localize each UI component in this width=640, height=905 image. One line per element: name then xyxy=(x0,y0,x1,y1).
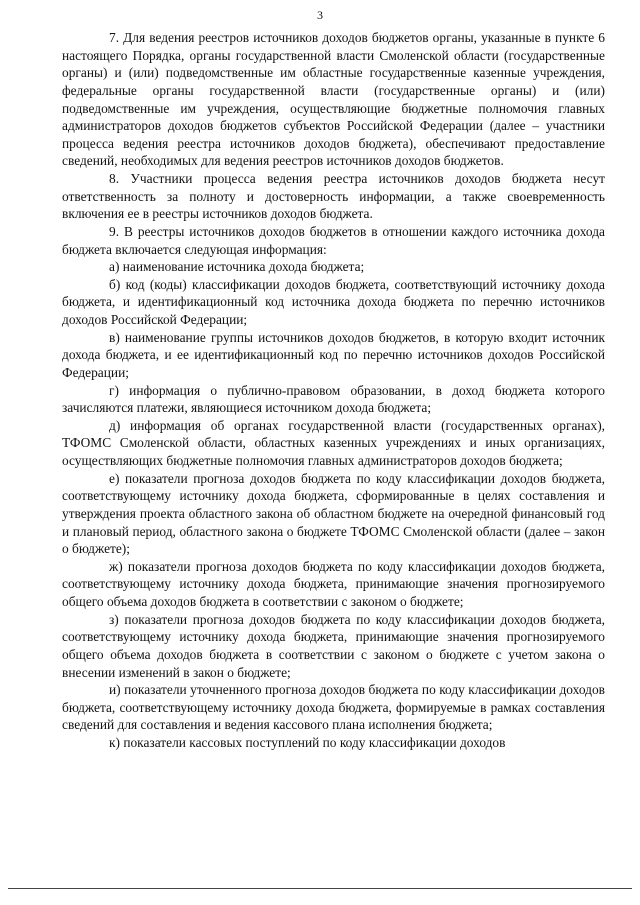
bottom-divider xyxy=(8,888,632,889)
document-body xyxy=(62,29,605,752)
item-b: б) код (коды) классификации доходов бюджета, соответствующий источнику дохода бюджета, и идентификационный код источника дохода бюджета по перечню источников доходов Российской Федерации; xyxy=(62,276,605,327)
page-number: 3 xyxy=(317,8,323,22)
item-d: д) информация об органах государственной власти (государственных органах), ТФОМС Смоленской области, областных казенных учреждениях и иных организациях, осуществляющих бюджетные полномочия главных администраторов доходов бюджета; xyxy=(62,417,605,468)
item-e: е) показатели прогноза доходов бюджета по коду классификации доходов бюджета, соответствующему источнику дохода бюджета, сформированные в целях составления и утверждения проекта областного закона об областном бюджете на очередной финансовый год и плановый период, областного закона о бюджете ТФОМС Смоленской области (далее – закон о бюджете); xyxy=(62,470,605,557)
paragraph-7: 7. Для ведения реестров источников доходов бюджетов органы, указанные в пункте 6 настоящего Порядка, органы государственной власти Смоленской области (государственные органы) и (или) подведомственные им областные государственные казенные учреждения, федеральные органы государственной власти (государственные органы) и (или) подведомственные им учреждения, осуществляющие бюджетные полномочия главных администраторов доходов бюджетов субъектов Российской Федерации (далее – участники процесса ведения реестра источников доходов бюджета), обеспечивают предоставление сведений, необходимых для ведения реестров источников доходов бюджетов. xyxy=(62,30,605,169)
paragraph-9: 9. В реестры источников доходов бюджетов в отношении каждого источника дохода бюджета включается следующая информация: xyxy=(62,223,605,257)
item-v: в) наименование группы источников доходов бюджетов, в которую входит источник дохода бюджета, и ее идентификационный код по перечню источников доходов Российской Федерации; xyxy=(62,329,605,380)
item-a: а) наименование источника дохода бюджета; xyxy=(109,259,365,275)
item-z: з) показатели прогноза доходов бюджета по коду классификации доходов бюджета, соответствующему источнику дохода бюджета, принимающие значения прогнозируемого общего объема доходов бюджета в соответствии с законом о бюджете с учетом закона о внесении изменений в закон о бюджете; xyxy=(62,611,605,680)
item-k: к) показатели кассовых поступлений по коду классификации доходов xyxy=(109,735,506,750)
item-g: г) информация о публично-правовом образовании, в доход бюджета которого зачисляются платежи, являющиеся источником дохода бюджета; xyxy=(62,382,605,416)
item-i: и) показатели уточненного прогноза доходов бюджета по коду классификации доходов бюджета, соответствующему источнику дохода бюджета, формируемые в рамках составления сведений для составления и ведения кассового плана исполнения бюджета; xyxy=(62,682,605,733)
item-zh: ж) показатели прогноза доходов бюджета по коду классификации доходов бюджета, соответствующему источнику дохода бюджета, принимающие значения прогнозируемого общего объема доходов бюджета в соответствии с законом о бюджете; xyxy=(62,558,605,609)
paragraph-8: 8. Участники процесса ведения реестра источников доходов бюджета несут ответственность за полноту и достоверность информации, а также своевременность включения ее в реестры источников доходов бюджета. xyxy=(62,171,605,222)
